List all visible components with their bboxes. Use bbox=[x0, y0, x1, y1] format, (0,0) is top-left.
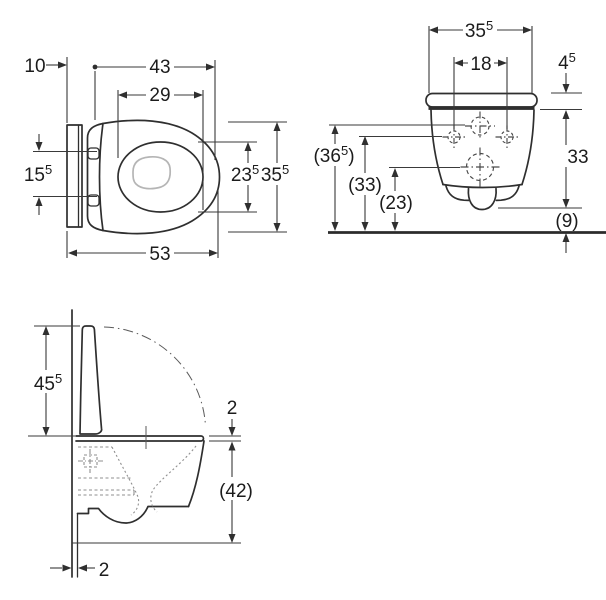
dim-label-33: 33 bbox=[567, 147, 589, 168]
bowl-bottom-left bbox=[446, 186, 469, 200]
lid-swing-arc bbox=[104, 327, 206, 426]
side-view-shapes bbox=[72, 310, 241, 577]
dim-label-2-seat: 2 bbox=[226, 398, 238, 419]
dim-label-36-5: $(36^5)$ bbox=[313, 143, 355, 167]
dim-label-43: 43 bbox=[149, 57, 171, 78]
bowl-front-edge bbox=[189, 441, 205, 507]
dim-label-45-5: $45^5$ bbox=[33, 371, 63, 395]
dim-label-53: 53 bbox=[149, 244, 171, 265]
hinge-notch-top bbox=[88, 148, 99, 159]
dim-label-9-paren: (9) bbox=[555, 211, 579, 232]
bowl-shelf-line bbox=[443, 185, 522, 188]
top-view bbox=[24, 56, 293, 265]
outlet-front bbox=[468, 189, 496, 210]
dim-label-23-paren: (23) bbox=[379, 193, 413, 214]
dim-label-33-paren: (33) bbox=[348, 175, 382, 196]
seat-gap-band bbox=[429, 106, 535, 110]
mounting-hole-top-center bbox=[465, 112, 495, 141]
seat-lid-front bbox=[426, 94, 537, 108]
dim-label-15-5: $15^5$ bbox=[23, 162, 53, 186]
arrow-right bbox=[58, 62, 67, 69]
flush-connection-hole bbox=[461, 148, 500, 187]
dim-label-18: 18 bbox=[470, 54, 492, 75]
dim-label-35-5: $35^5$ bbox=[260, 162, 290, 186]
dim-label-29: 29 bbox=[149, 85, 171, 106]
seat-side bbox=[76, 436, 204, 441]
front-view bbox=[311, 18, 606, 253]
raised-lid bbox=[80, 326, 102, 434]
datum-dot bbox=[93, 65, 98, 70]
side-view-labels bbox=[32, 370, 261, 581]
dim-label-4-5: $4^5$ bbox=[558, 50, 576, 74]
dim-label-23-5: $23^5$ bbox=[230, 162, 260, 186]
bowl-left-side bbox=[431, 110, 443, 185]
hidden-internals bbox=[78, 446, 196, 515]
top-view-shapes bbox=[67, 120, 220, 233]
dim-label-2-wall: 2 bbox=[98, 560, 110, 581]
bowl-bottom-edge bbox=[78, 507, 189, 524]
side-view-dimensions bbox=[28, 326, 241, 572]
wall-bracket bbox=[67, 125, 82, 227]
side-view bbox=[28, 310, 261, 581]
front-view-dimensions bbox=[329, 26, 582, 253]
bowl-bottom-right bbox=[497, 186, 520, 200]
dim-label-10: 10 bbox=[24, 56, 46, 77]
dim-label-42: (42) bbox=[219, 481, 253, 502]
bowl-right-side bbox=[522, 110, 534, 185]
dim-label-35-5-front: $35^5$ bbox=[464, 18, 494, 42]
